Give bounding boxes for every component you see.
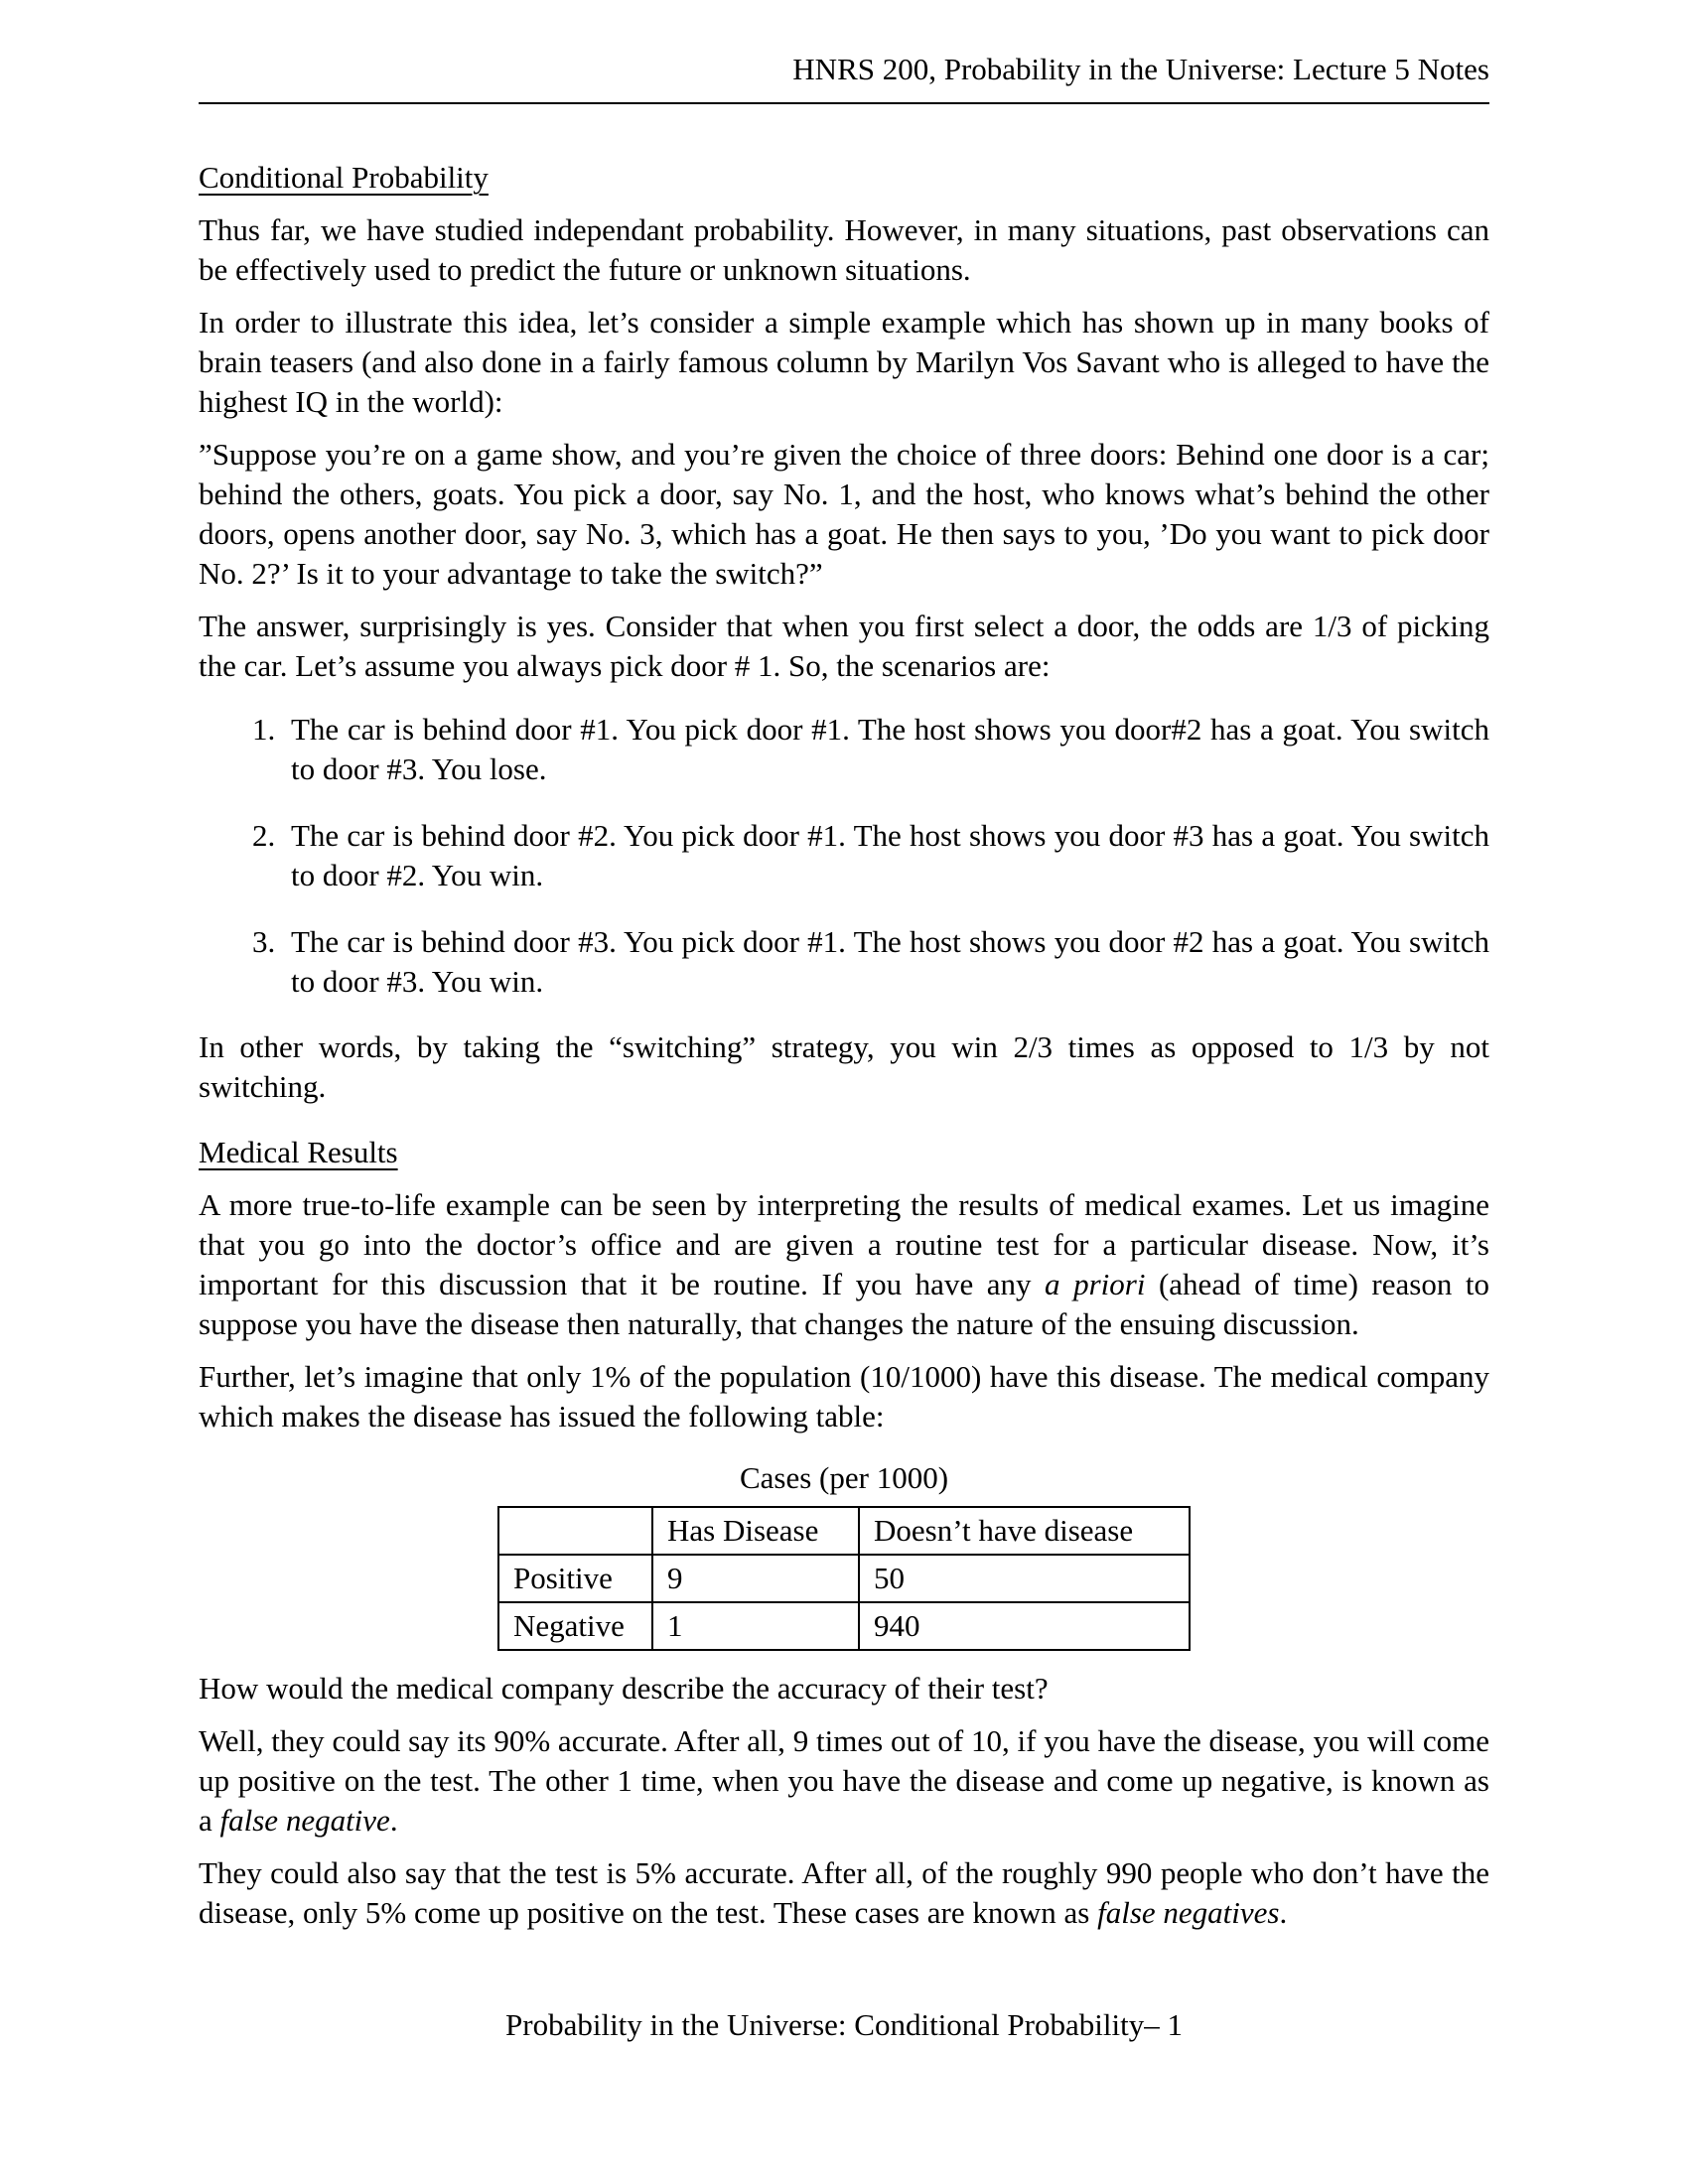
row-label-negative: Negative — [498, 1602, 652, 1650]
paragraph-medical-example — [199, 1185, 1489, 1344]
paragraph-accuracy-question: How would the medical company describe the accuracy of their test? — [199, 1671, 1049, 1706]
footer-text: Probability in the Universe: Conditional Probability– 1 — [505, 2007, 1183, 2042]
table-header-doesnt-have-disease: Doesn’t have disease — [859, 1507, 1190, 1555]
paragraph-illustrate: In order to illustrate this idea, let’s consider a simple example which has shown up in many books of brain teasers (and also done in a fairly famous column by Marilyn Vos Savant who is alleged to have the highest IQ in the world): — [199, 305, 1489, 419]
table-header-has-disease: Has Disease — [652, 1507, 859, 1555]
medical-example-text: A more true-to-life example can be seen by interpreting the results of medical exames. Let us imagine that you go into the doctor’s office and are given a routine test for a particular disease. Now, it’s important for this discussion that it be routine. If you have any — [199, 1187, 1489, 1301]
section-heading-medical-results: Medical Results — [199, 1135, 398, 1169]
paragraph-intro: Thus far, we have studied independant probability. However, in many situations, past observations can be effectively used to predict the future or unknown situations. — [199, 212, 1489, 287]
table-header-empty-cell — [498, 1507, 652, 1555]
paragraph-further: Further, let’s imagine that only 1% of the population (10/1000) have this disease. The medical company which makes the disease has issued the following table: — [199, 1359, 1489, 1433]
header-title: HNRS 200, Probability in the Universe: Lecture 5 Notes — [792, 52, 1489, 86]
row-label-positive: Positive — [498, 1555, 652, 1602]
cell-positive-no-disease: 50 — [859, 1555, 1190, 1602]
table-header-row — [498, 1507, 1190, 1555]
cell-negative-has-disease: 1 — [652, 1602, 859, 1650]
notes-body — [199, 158, 1489, 1933]
cell-negative-no-disease: 940 — [859, 1602, 1190, 1650]
five-percent-text-end: . — [1279, 1895, 1288, 1930]
page-footer — [0, 2005, 1688, 2045]
table-row-negative — [498, 1602, 1190, 1650]
page-header — [199, 0, 1489, 104]
paragraph-conclusion: In other words, by taking the “switching” strategy, you win 2/3 times as opposed to 1/3 by not switching. — [199, 1029, 1489, 1104]
scenario-item-2: 2. The car is behind door #2. You pick door #1. The host shows you door #3 has a goat. You switch to door #2. You win. — [283, 816, 1489, 895]
paragraph-five-percent — [199, 1853, 1489, 1933]
five-percent-text: They could also say that the test is 5% accurate. After all, of the roughly 990 people who don’t have the disease, only 5% come up positive on the test. These cases are known as — [199, 1855, 1489, 1930]
ninety-percent-text-end: . — [389, 1803, 398, 1838]
paragraph-ninety-percent — [199, 1721, 1489, 1841]
section-heading-conditional-probability: Conditional Probability — [199, 160, 489, 195]
ninety-percent-text: Well, they could say its 90% accurate. After all, 9 times out of 10, if you have the disease, you will come up positive on the test. The other 1 time, when you have the disease and come up negative, is known as a — [199, 1723, 1489, 1838]
page-content — [199, 0, 1489, 1946]
cases-table — [497, 1506, 1191, 1651]
paragraph-answer: The answer, surprisingly is yes. Consider that when you first select a door, the odds are 1/3 of picking the car. Let’s assume you always pick door # 1. So, the scenarios are: — [199, 609, 1489, 683]
scenario-item-1: 1. The car is behind door #1. You pick door #1. The host shows you door#2 has a goat. You switch to door #3. You lose. — [283, 710, 1489, 789]
scenario-list — [199, 710, 1489, 1002]
table-row-positive — [498, 1555, 1190, 1602]
false-negative-term: false negative — [219, 1803, 390, 1838]
paragraph-game-show-quote: ”Suppose you’re on a game show, and you’re given the choice of three doors: Behind one door is a car; behind the others, goats. You pick a door, say No. 1, and the host, who knows what’s behind the other doors, opens another door, say No. 3, which has a goat. He then says to you, ’Do you want to pick door No. 2?’ Is it to your advantage to take the switch?” — [199, 437, 1489, 591]
scenario-item-3: 3. The car is behind door #3. You pick door #1. The host shows you door #2 has a goat. You switch to door #3. You win. — [283, 922, 1489, 1002]
false-negatives-term: false negatives — [1097, 1895, 1280, 1930]
medical-example-latin-term: a priori — [1045, 1267, 1146, 1301]
medical-example-text-end: (ahead of time) reason to suppose you have the disease then naturally, that changes the nature of the ensuing discussion. — [199, 1267, 1489, 1341]
cell-positive-has-disease: 9 — [652, 1555, 859, 1602]
table-caption: Cases (per 1000) — [739, 1460, 949, 1495]
